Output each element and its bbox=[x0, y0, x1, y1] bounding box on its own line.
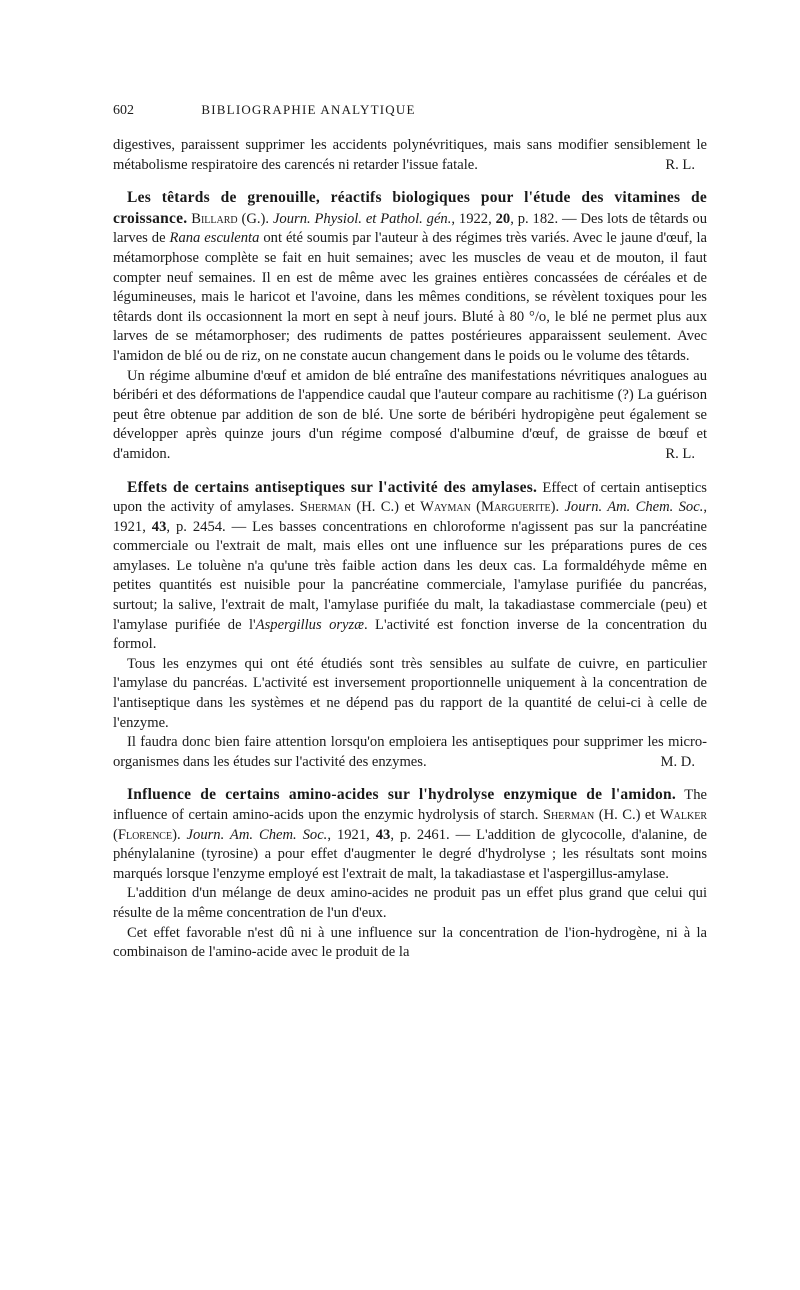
article-2-abstract: Les basses concentrations en chloroforme n'agissent pas sur la pancréatine commerciale ou l'extrait de malt, mais elles ont une influence sur les préparations pures de ces amylases. Le toluène n'a qu'une très faible action dans les deux cas. La formaldéhyde même en petites quantités est nuisible pour la pancréatine commerciale, l'amylase purifiée du pancréas, surtout; la salive, l'extrait de malt, l'amylase purifiée du malt, la takadiastase commerciale (peu) et l'amylase purifiée de l' bbox=[113, 518, 708, 633]
intro-signature: R. L. bbox=[665, 156, 695, 173]
article-2-abstract-cont: . L'activité est fonction inverse de la concentration du formol. bbox=[113, 616, 707, 653]
article-2-signature: M. D. bbox=[660, 753, 695, 770]
article-3-paragraph-3: Cet effet favorable n'est dû ni à une influence sur la concentration de l'ion-hydrogène, ni à la combinaison de l'amino-acide avec le produit de la bbox=[113, 924, 707, 961]
article-1-species: Rana esculenta bbox=[169, 230, 260, 247]
page-header bbox=[113, 100, 707, 122]
page-number: 602 bbox=[113, 103, 134, 118]
intro-paragraph-block bbox=[113, 136, 707, 175]
article-3-volume: 43 bbox=[375, 826, 391, 843]
article-2-author-1: Sherman bbox=[299, 499, 352, 516]
article-3-author-1-initials: (H. C.) et bbox=[594, 807, 660, 823]
article-2-paragraph-3 bbox=[113, 733, 707, 772]
article-3-english-title: The influence of certain amino-acids upon the enzymic hydrolysis of starch. bbox=[113, 787, 707, 823]
article-1-journal: Journ. Physiol. et Pathol. gén. bbox=[272, 210, 452, 227]
article-3-year: , 1921, bbox=[327, 826, 376, 843]
article-2-para3-text: Il faudra donc bien faire attention lorsqu'on emploiera les antiseptiques pour supprimer les micro-organismes dans les études sur l'activité des enzymes. bbox=[113, 734, 707, 770]
article-3-author-1: Sherman bbox=[542, 807, 595, 823]
article-1-title: Les têtards de grenouille, réactifs biologiques pour l'étude des vitamines de croissance. bbox=[113, 189, 707, 227]
document-page bbox=[113, 100, 707, 963]
article-tetards bbox=[113, 188, 707, 464]
article-2-author-2-first: (Marguerite). bbox=[470, 499, 565, 516]
article-3-journal: Journ. Am. Chem. Soc. bbox=[186, 826, 328, 843]
running-title: BIBLIOGRAPHIE ANALYTIQUE bbox=[201, 102, 416, 117]
article-1-volume: 20 bbox=[495, 210, 511, 227]
article-1-signature: R. L. bbox=[665, 445, 695, 462]
article-2-paragraph-2: Tous les enzymes qui ont été étudiés sont très sensibles au sulfate de cuivre, en particulier l'amylase du pancréas. L'activité est inversement proportionnelle uniquement à la concentration de l'antiseptique dans les systèmes et ne dépend pas du rapport de la quantité de celui-ci à celle de l'enzyme. bbox=[113, 655, 707, 731]
article-3-abstract: L'addition de glycocolle, d'alanine, de phénylalanine (tyrosine) a pour effet d'augmenter le degré d'hydrolyse ; les résultats sont moins marqués lorsque l'enzyme employé est l'extrait de malt, la takadiastase et l'aspergillus-amylase. bbox=[113, 826, 707, 882]
article-1-abstract: Des lots de têtards ou larves de bbox=[113, 210, 707, 247]
article-1-paragraph-2 bbox=[113, 367, 707, 465]
article-1-abstract-cont: ont été soumis par l'auteur à des régimes très variés. Avec le jaune d'œuf, la métamorphose complète se fait en huit semaines; avec les muscles de veau et de mouton, il faut compter neuf semaines. Il en est de même avec les graines entières concassées de céréales et de légumineuses, mais le haricot et l'avoine, dans les mêmes conditions, se révèlent toxiques pour les têtards dont ils occasionnent la mort en sept à neuf jours. Bluté à 80 °/o, le blé ne permet plus aux larves de se métamorphoser; des rudiments de pattes postérieures apparaissent seulement. Avec l'amidon de blé ou de riz, on ne constate aucun changement dans le poids ou le volume des têtards. bbox=[113, 230, 707, 364]
article-amino-acides bbox=[113, 785, 707, 962]
article-2-author-1-initials: (H. C.) et bbox=[351, 499, 421, 516]
article-2-year: , 1921, bbox=[113, 499, 707, 535]
article-amylases-antiseptiques bbox=[113, 478, 707, 773]
article-1-author: Billard bbox=[191, 210, 238, 227]
article-3-paragraph-1 bbox=[113, 785, 707, 884]
article-3-pages: , p. 2461. — bbox=[390, 826, 477, 843]
article-1-para2-text: Un régime albumine d'œuf et amidon de blé entraîne des manifestations névritiques analogues au béribéri et des déformations de l'appendice caudal que l'auteur compare au rachitisme (?) La guérison peut être obtenue par addition de son de blé. Une sorte de béribéri hydropigène peut également se développer après quinze jours d'un régime composé d'albumine d'œuf, de graisse de bœuf et d'amidon. bbox=[113, 367, 707, 462]
article-2-volume: 43 bbox=[151, 518, 167, 535]
article-2-author-2: Wayman bbox=[420, 499, 471, 516]
article-1-paragraph-1 bbox=[113, 188, 707, 366]
article-3-author-2-first: (Florence). bbox=[113, 826, 187, 843]
article-2-paragraph-1 bbox=[113, 478, 707, 655]
article-1-year: , 1922, bbox=[451, 210, 496, 227]
article-3-paragraph-2: L'addition d'un mélange de deux amino-acides ne produit pas un effet plus grand que celui qui résulte de la même concentration de l'un d'eux. bbox=[113, 885, 707, 921]
article-3-author-2: Walker bbox=[659, 807, 707, 823]
article-3-title: Influence de certains amino-acides sur l'hydrolyse enzymique de l'amidon. bbox=[127, 786, 677, 804]
article-2-journal: Journ. Am. Chem. Soc. bbox=[564, 499, 704, 516]
article-1-author-initials: (G.). bbox=[237, 210, 273, 227]
article-2-species: Aspergillus oryzæ bbox=[255, 616, 364, 633]
intro-paragraph bbox=[113, 136, 707, 175]
article-2-english-title: Effect of certain antiseptics upon the activity of amylases. bbox=[113, 479, 707, 516]
intro-text: digestives, paraissent supprimer les accidents polynévritiques, mais sans modifier sensiblement le métabolisme respiratoire des carencés ni retarder l'issue fatale. bbox=[113, 137, 707, 173]
article-1-pages: , p. 182. — bbox=[510, 210, 581, 227]
article-2-pages: , p. 2454. — bbox=[166, 518, 253, 535]
article-2-title: Effets de certains antiseptiques sur l'activité des amylases. bbox=[127, 478, 538, 496]
